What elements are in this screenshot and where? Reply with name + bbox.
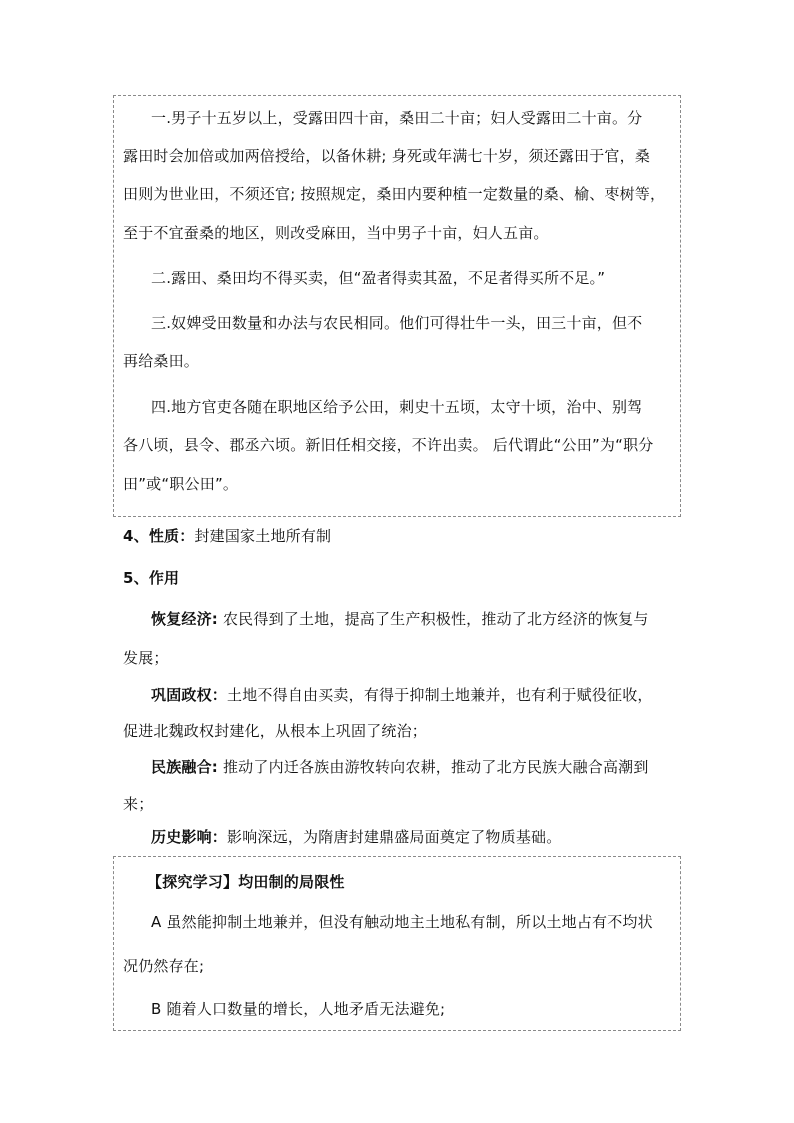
effects-heading: 5、作用 [123,569,180,587]
effect-history-label: 历史影响： [151,828,228,846]
effect-economy-cont: 发展； [123,649,169,667]
nature-text: 封建国家土地所有制 [194,527,332,545]
nature-label: 4、性质： [123,527,195,545]
effect-ethnic-text: 推动了内迁各族由游牧转向农耕，推动了北方民族大融合高潮到 [218,758,649,776]
effect-history-text: 影响深远，为隋唐封建鼎盛局面奠定了物质基础。 [227,828,562,846]
policy-line-2: 露田时会加倍或加两倍授给，以备休耕; 身死或年满七十岁，须还露田于官，桑 [123,147,651,165]
effect-ethnic-label: 民族融合: [151,758,218,776]
policy-line-8: 四.地方官吏各随在职地区给予公田，刺史十五顷，太守十顷，治中、别驾 [151,398,643,416]
policy-line-5: 二.露田、桑田均不得买卖，但“盈者得卖其盈，不足者得买所不足。” [151,269,606,287]
effect-ethnic-cont: 来； [123,795,154,813]
policy-line-3: 田则为世业田，不须还官; 按照规定，桑田内要种植一定数量的桑、榆、枣树等， [123,185,666,203]
effect-economy-text: 农民得到了土地，提高了生产积极性，推动了北方经济的恢复与 [218,610,649,628]
effect-economy [151,609,649,629]
effect-politics-label: 巩固政权： [151,686,228,704]
effect-politics-cont: 促进北魏政权封建化，从根本上巩固了统治； [123,722,428,740]
effect-ethnic [151,757,649,777]
inquiry-line-3: B 随着人口数量的增长，人地矛盾无法避免; [151,1000,446,1018]
inquiry-title: 【探究学习】均田制的局限性 [147,873,345,891]
policy-line-6: 三.奴婢受田数量和办法与农民相同。他们可得壮牛一头，田三十亩，但不 [151,314,643,332]
policy-line-9: 各八顷，县令、郡丞六顷。新旧任相交接，不许出卖。 后代谓此“公田”为“职分 [123,436,654,454]
effect-economy-label: 恢复经济: [151,610,218,628]
inquiry-line-1: A 虽然能抑制土地兼并，但没有触动地主土地私有制，所以土地占有不均状 [151,913,653,931]
effect-history [151,827,561,847]
policy-line-7: 再给桑田。 [123,352,200,370]
effect-politics-text: 土地不得自由买卖，有得于抑制土地兼并，也有利于赋役征收， [227,686,653,704]
nature-line [123,526,331,546]
policy-line-10: 田”或“职公田”。 [123,475,239,493]
policy-line-4: 至于不宜蚕桑的地区，则改受麻田，当中男子十亩，妇人五亩。 [123,224,549,242]
inquiry-line-2: 况仍然存在; [123,957,205,975]
effect-politics [151,685,653,705]
policy-line-1: 一.男子十五岁以上，受露田四十亩，桑田二十亩；妇人受露田二十亩。分 [151,109,643,127]
